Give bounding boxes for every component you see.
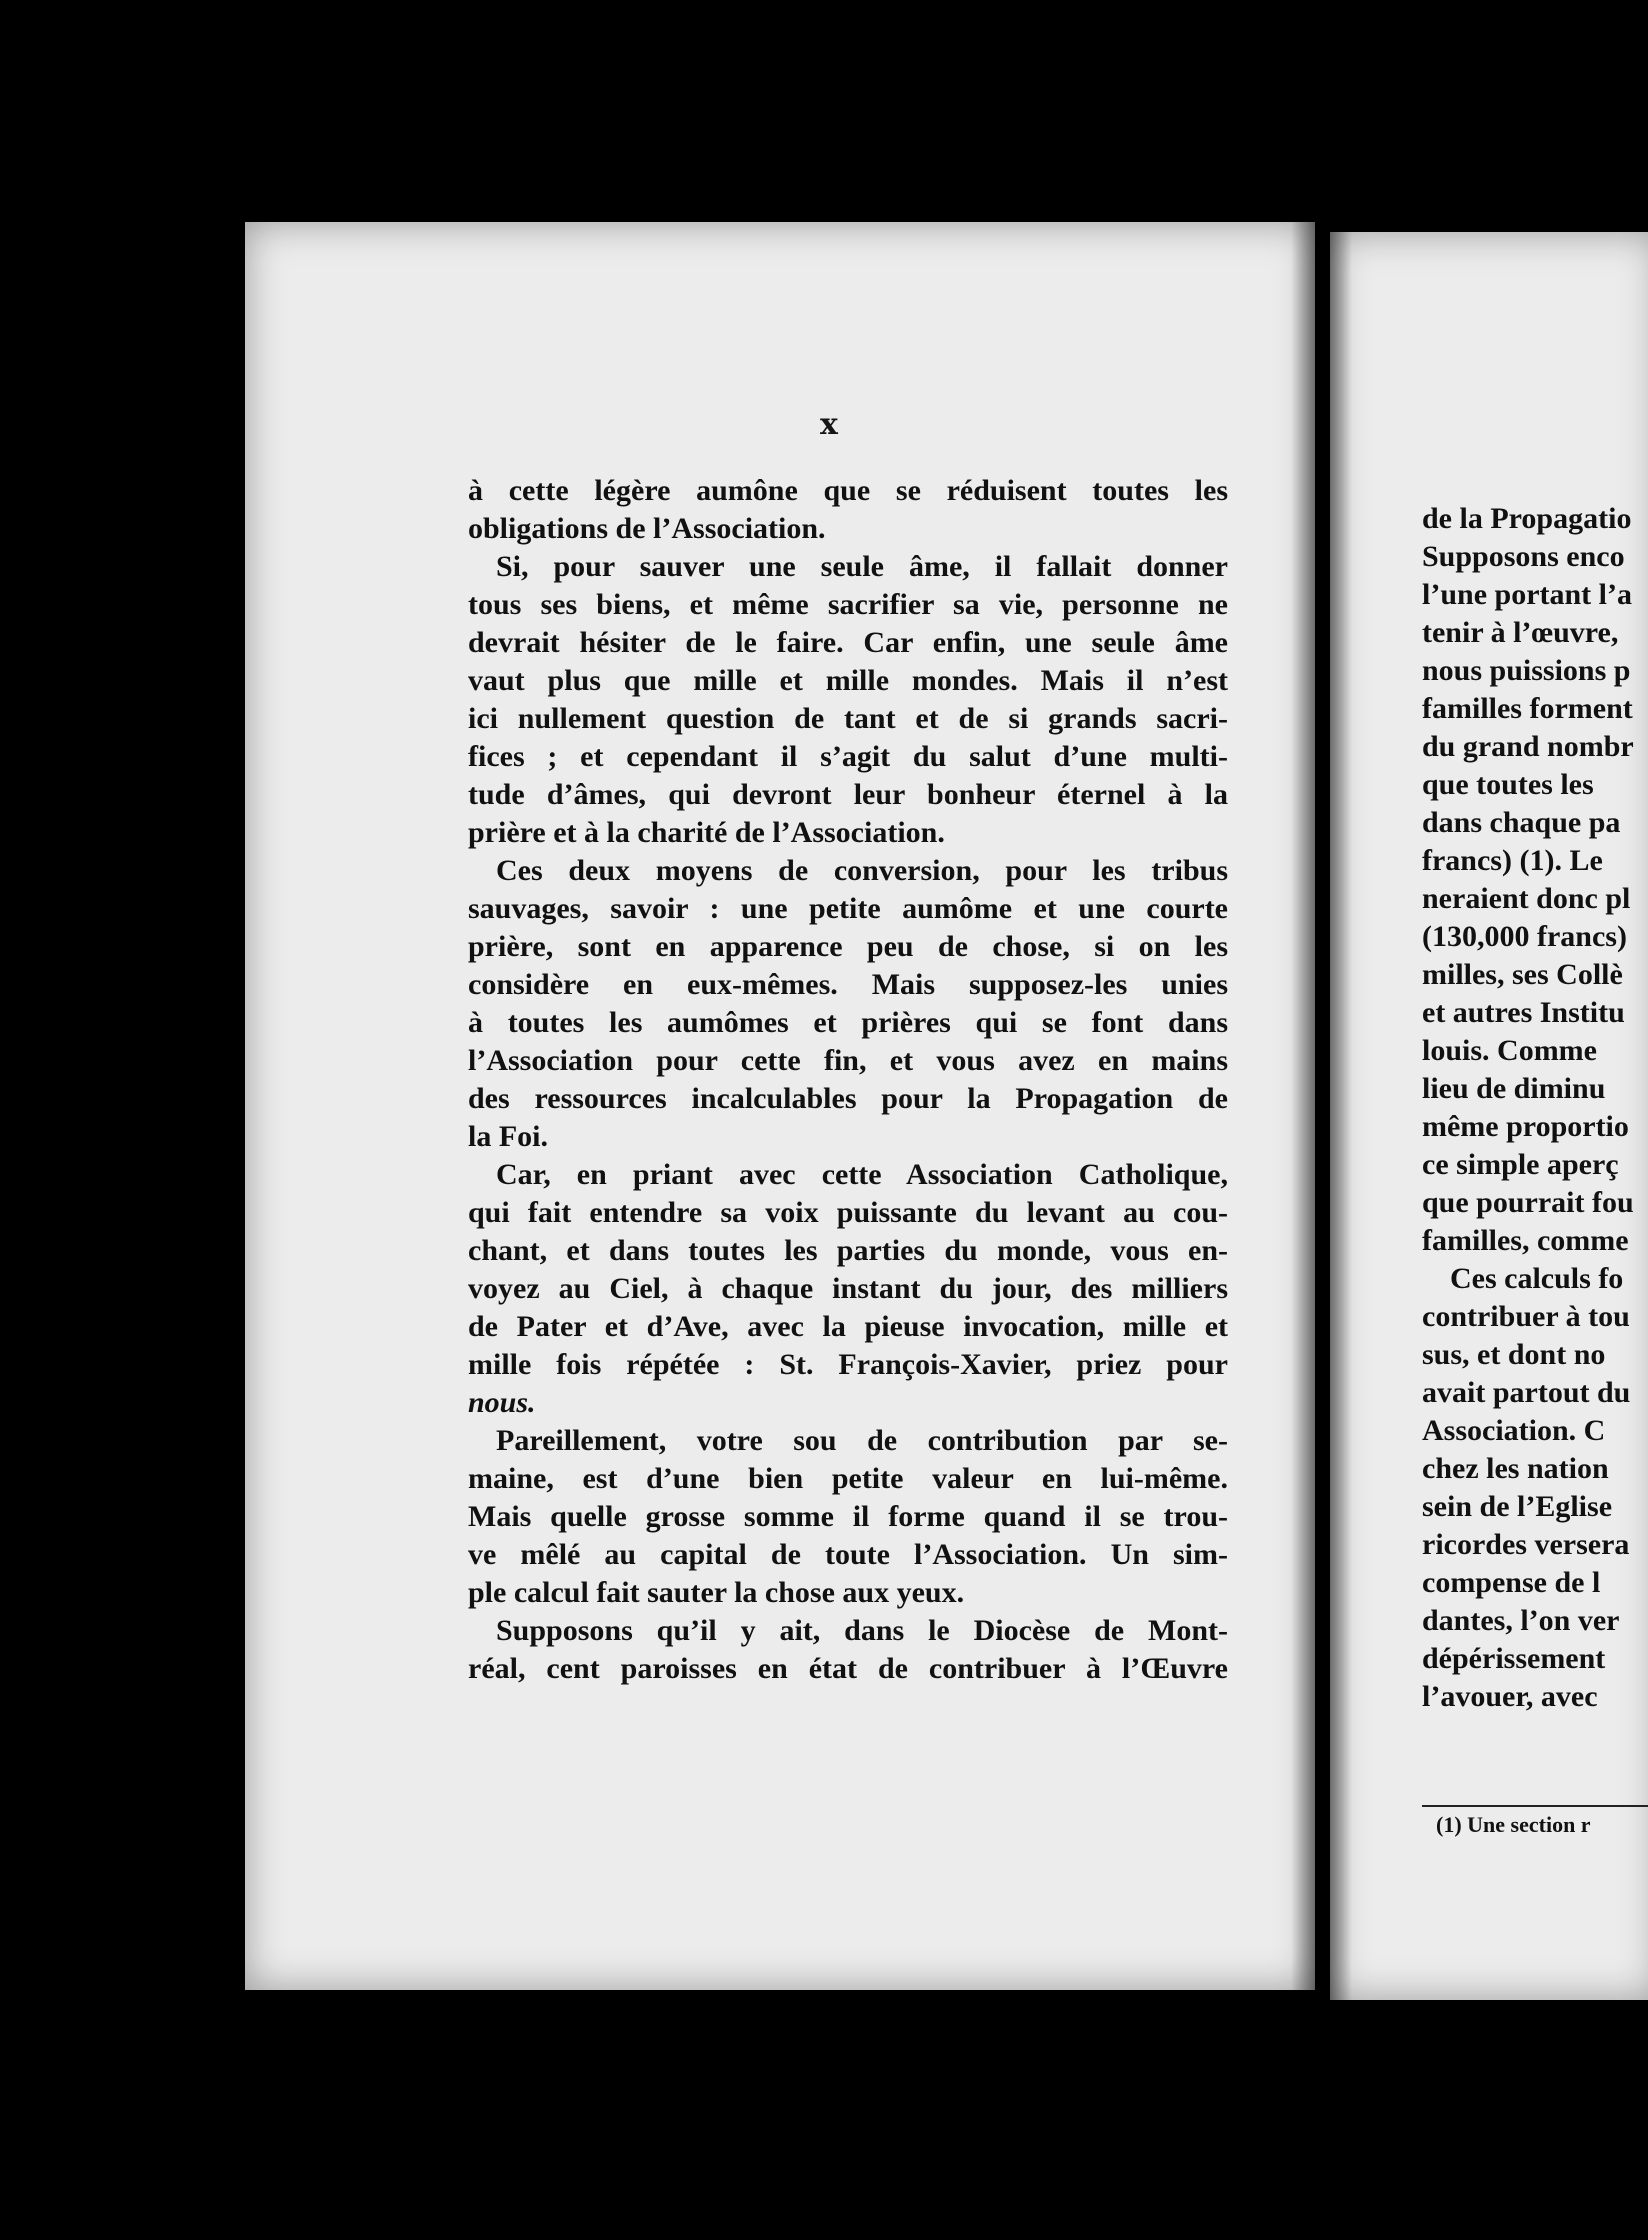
text-line: à cette légère aumône que se réduisent toutes les [468, 474, 1228, 507]
text-line: sus, et dont no [1422, 1338, 1606, 1371]
text-line: Pareillement, votre sou de contribution par se- [496, 1424, 1228, 1457]
text-line: mille fois répétée : St. François-Xavier, priez pour [468, 1348, 1228, 1381]
text-line: louis. Comme [1422, 1034, 1597, 1067]
text-line: que toutes les [1422, 768, 1594, 801]
text-line: neraient donc pl [1422, 882, 1631, 915]
text-line: fices ; et cependant il s’agit du salut d’une multi- [468, 740, 1228, 773]
text-line: milles, ses Collè [1422, 958, 1623, 991]
text-line: Ces calculs fo [1450, 1262, 1624, 1295]
text-line: familles forment [1422, 692, 1633, 725]
text-line: nous. [468, 1386, 536, 1419]
text-line: du grand nombr [1422, 730, 1634, 763]
text-line: Ces deux moyens de conversion, pour les tribus [496, 854, 1228, 887]
text-line: ricordes versera [1422, 1528, 1630, 1561]
text-line: chant, et dans toutes les parties du monde, vous en- [468, 1234, 1228, 1267]
text-line: ve mêlé au capital de toute l’Association. Un sim- [468, 1538, 1228, 1571]
text-line: la Foi. [468, 1120, 548, 1153]
text-line: compense de l [1422, 1566, 1601, 1599]
text-line: qui fait entendre sa voix puissante du levant au cou- [468, 1196, 1228, 1229]
page-gutter-shadow [1291, 222, 1315, 1990]
text-line: prière et à la charité de l’Association. [468, 816, 945, 849]
text-line: dans chaque pa [1422, 806, 1621, 839]
text-line: Mais quelle grosse somme il forme quand il se trou- [468, 1500, 1228, 1533]
text-line: maine, est d’une bien petite valeur en lui-même. [468, 1462, 1228, 1495]
text-line: que pourrait fou [1422, 1186, 1634, 1219]
text-line: ple calcul fait sauter la chose aux yeux. [468, 1576, 965, 1609]
text-line: Supposons qu’il y ait, dans le Diocèse de Mont- [496, 1614, 1228, 1647]
text-line: de la Propagatio [1422, 502, 1632, 535]
text-line: ici nullement question de tant et de si grands sacri- [468, 702, 1228, 735]
text-line: tenir à l’œuvre, [1422, 616, 1619, 649]
text-line: Supposons enco [1422, 540, 1625, 573]
text-line: lieu de diminu [1422, 1072, 1606, 1105]
text-line: sein de l’Eglise [1422, 1490, 1613, 1523]
text-line: Si, pour sauver une seule âme, il fallait donner [496, 550, 1228, 583]
text-line: avait partout du [1422, 1376, 1631, 1409]
right-page [1330, 232, 1648, 2000]
text-line: sauvages, savoir : une petite aumôme et une courte [468, 892, 1228, 925]
text-line: à toutes les aumômes et prières qui se font dans [468, 1006, 1228, 1039]
footnote-rule [1422, 1805, 1648, 1807]
text-line: vaut plus que mille et mille mondes. Mais il n’est [468, 664, 1228, 697]
text-line: dépérissement [1422, 1642, 1606, 1675]
text-line: Car, en priant avec cette Association Catholique, [496, 1158, 1228, 1191]
text-line: même proportio [1422, 1110, 1629, 1143]
text-line: des ressources incalculables pour la Propagation de [468, 1082, 1228, 1115]
text-line: dantes, l’on ver [1422, 1604, 1620, 1637]
text-line: ce simple aperç [1422, 1148, 1619, 1181]
page-number: x [820, 407, 838, 442]
text-line: Association. C [1422, 1414, 1606, 1447]
text-line: nous puissions p [1422, 654, 1631, 687]
text-line: voyez au Ciel, à chaque instant du jour, des milliers [468, 1272, 1228, 1305]
text-line: tous ses biens, et même sacrifier sa vie, personne ne [468, 588, 1228, 621]
text-line: et autres Institu [1422, 996, 1625, 1029]
text-line: prière, sont en apparence peu de chose, si on les [468, 930, 1228, 963]
left-page [245, 222, 1315, 1990]
text-line: tude d’âmes, qui devront leur bonheur éternel à la [468, 778, 1228, 811]
text-line: chez les nation [1422, 1452, 1609, 1485]
page-gutter-shadow [1330, 232, 1352, 2000]
text-line: francs) (1). Le [1422, 844, 1603, 877]
text-line: l’avouer, avec [1422, 1680, 1598, 1713]
text-line: (130,000 francs) [1422, 920, 1627, 953]
text-line: considère en eux-mêmes. Mais supposez-les unies [468, 968, 1228, 1001]
text-line: contribuer à tou [1422, 1300, 1630, 1333]
text-line: obligations de l’Association. [468, 512, 826, 545]
text-line: de Pater et d’Ave, avec la pieuse invocation, mille et [468, 1310, 1228, 1343]
text-line: devrait hésiter de le faire. Car enfin, une seule âme [468, 626, 1228, 659]
text-line: familles, comme [1422, 1224, 1629, 1257]
text-line: réal, cent paroisses en état de contribuer à l’Œuvre [468, 1652, 1228, 1685]
text-line: l’Association pour cette fin, et vous avez en mains [468, 1044, 1228, 1077]
text-line: l’une portant l’a [1422, 578, 1632, 611]
footnote: (1) Une section r [1436, 1812, 1591, 1837]
